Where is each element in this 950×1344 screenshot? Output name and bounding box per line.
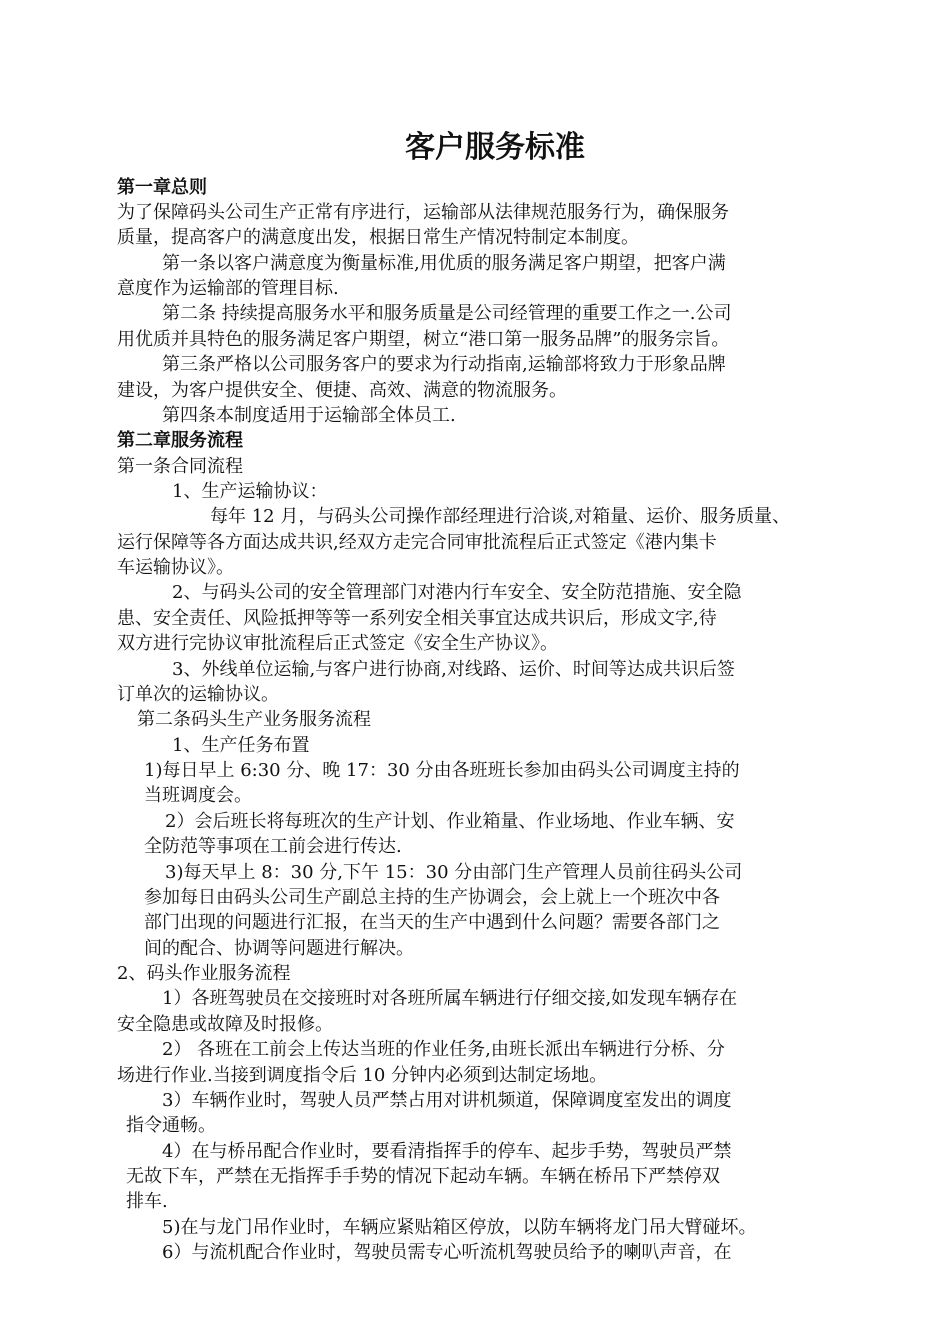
text-line: 2）会后班长将每班次的生产计划、作业箱量、作业场地、作业车辆、安 — [165, 811, 735, 832]
text-line: 意度作为运输部的管理目标. — [117, 278, 339, 299]
text-line: 全防范等事项在工前会进行传达. — [144, 836, 402, 857]
text-line: 无故下车，严禁在无指挥手手势的情况下起动车辆。车辆在桥吊下严禁停双 — [126, 1166, 720, 1187]
text-line: 安全隐患或故障及时报修。 — [117, 1014, 333, 1035]
text-line: 用优质并具特色的服务满足客户期望，树立“港口第一服务品牌”的服务宗旨。 — [117, 329, 730, 350]
text-line: 第四条本制度适用于运输部全体员工. — [162, 405, 456, 426]
text-line: 3、外线单位运输,与客户进行协商,对线路、运价、时间等达成共识后签 — [172, 659, 735, 680]
text-line: 部门出现的问题进行汇报，在当天的生产中遇到什么问题？需要各部门之 — [144, 912, 720, 933]
text-line: 排车. — [126, 1191, 168, 1212]
text-line: 双方进行完协议审批流程后正式签定《安全生产协议》。 — [117, 633, 558, 654]
text-line: 指令通畅。 — [126, 1115, 216, 1136]
text-line: 订单次的运输协议。 — [117, 684, 279, 705]
text-line: 为了保障码头公司生产正常有序进行，运输部从法律规范服务行为，确保服务 — [117, 202, 729, 223]
chapter-1-heading: 第一章总则 — [117, 177, 207, 198]
text-line: 第三条严格以公司服务客户的要求为行动指南,运输部将致力于形象品牌 — [162, 354, 726, 375]
section-heading: 2、码头作业服务流程 — [117, 963, 291, 984]
text-line: 第二条 持续提高服务水平和服务质量是公司经管理的重要工作之一.公司 — [162, 303, 732, 324]
text-line: 1）各班驾驶员在交接班时对各班所属车辆进行仔细交接,如发现车辆存在 — [162, 988, 738, 1009]
text-line: 6）与流机配合作业时，驾驶员需专心听流机驾驶员给予的喇叭声音，在 — [162, 1242, 732, 1263]
article-heading: 第二条码头生产业务服务流程 — [137, 709, 371, 730]
text-line: 3）车辆作业时，驾驶人员严禁占用对讲机频道，保障调度室发出的调度 — [162, 1090, 732, 1111]
text-line: 4）在与桥吊配合作业时，要看清指挥手的停车、起步手势，驾驶员严禁 — [162, 1141, 732, 1162]
document-title: 客户服务标准 — [405, 130, 585, 165]
text-line: 质量，提高客户的满意度出发，根据日常生产情况特制定本制度。 — [117, 227, 639, 248]
text-line: 1、生产运输协议： — [172, 481, 328, 502]
text-line: 1、生产任务布置 — [172, 735, 310, 756]
article-heading: 第一条合同流程 — [117, 456, 243, 477]
text-line: 场进行作业.当接到调度指令后 10 分钟内必须到达制定场地。 — [117, 1065, 608, 1086]
text-line: 2、与码头公司的安全管理部门对港内行车安全、安全防范措施、安全隐 — [172, 582, 742, 603]
text-line: 参加每日由码头公司生产副总主持的生产协调会，会上就上一个班次中各 — [144, 887, 720, 908]
text-line: 每年 12 月，与码头公司操作部经理进行洽谈,对箱量、运价、服务质量、 — [210, 506, 791, 527]
text-line: 运行保障等各方面达成共识,经双方走完合同审批流程后正式签定《港内集卡 — [117, 532, 717, 553]
text-line: 第一条以客户满意度为衡量标准,用优质的服务满足客户期望，把客户满 — [162, 253, 726, 274]
text-line: 5)在与龙门吊作业时，车辆应紧贴箱区停放，以防车辆将龙门吊大臂碰坏。 — [162, 1217, 757, 1238]
text-line: 3)每天早上 8：30 分,下午 15：30 分由部门生产管理人员前往码头公司 — [165, 862, 743, 883]
text-line: 患、安全责任、风险抵押等等一系列安全相关事宜达成共识后，形成文字,待 — [117, 608, 717, 629]
text-line: 建设，为客户提供安全、便捷、高效、满意的物流服务。 — [117, 380, 567, 401]
text-line: 2） 各班在工前会上传达当班的作业任务,由班长派出车辆进行分桥、分 — [162, 1039, 725, 1060]
text-line: 车运输协议》。 — [117, 557, 234, 578]
text-line: 间的配合、协调等问题进行解决。 — [144, 938, 414, 959]
text-line: 1)每日早上 6:30 分、晚 17：30 分由各班班长参加由码头公司调度主持的 — [144, 760, 740, 781]
chapter-2-heading: 第二章服务流程 — [117, 430, 243, 451]
text-line: 当班调度会。 — [144, 785, 252, 806]
